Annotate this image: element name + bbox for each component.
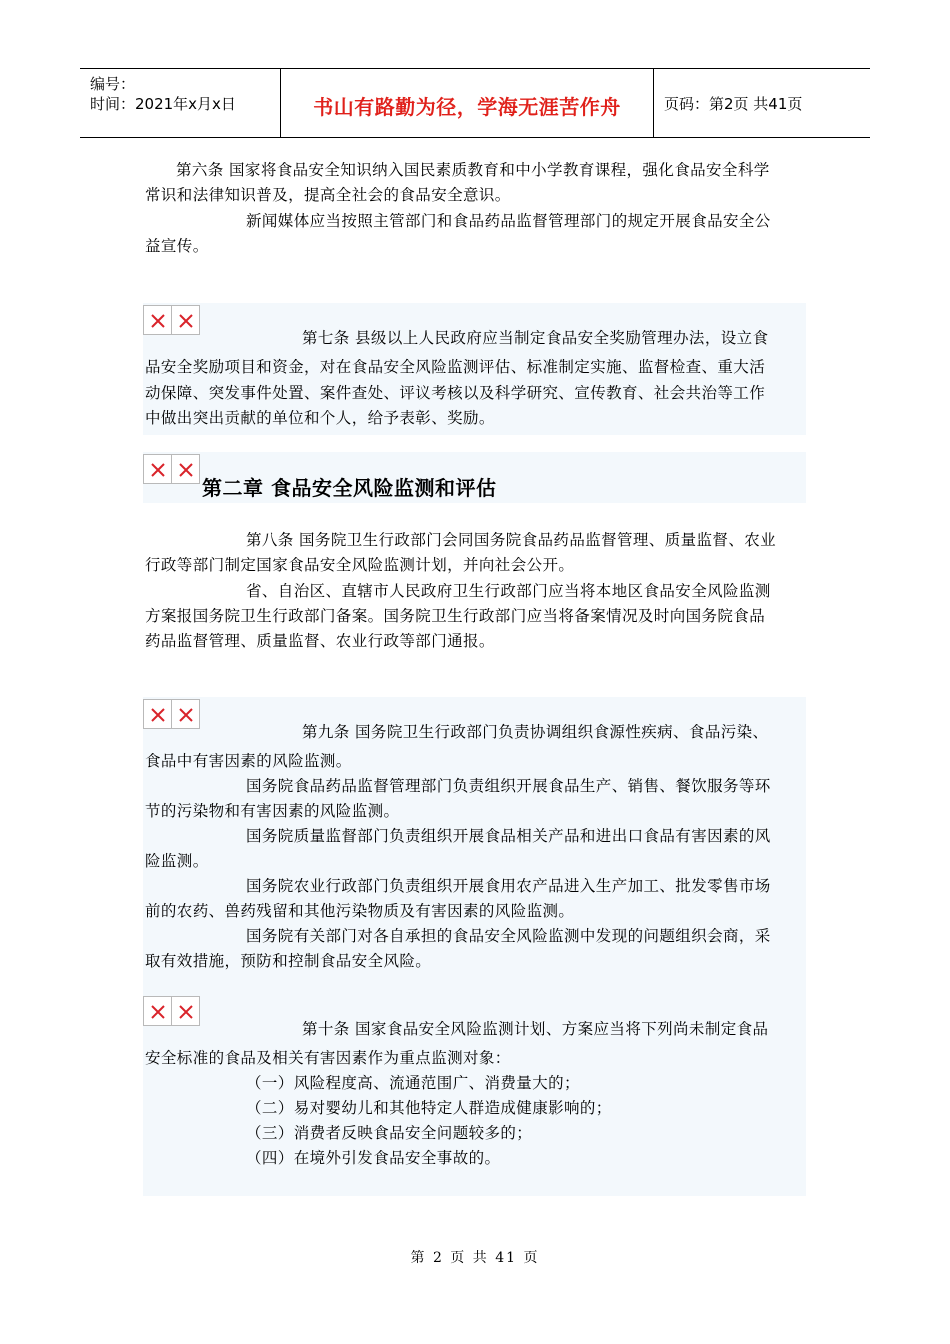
article10-line1: 第十条 国家食品安全风险监测计划、方案应当将下列尚未制定食品 [302,1020,769,1038]
article9-line9: 国务院有关部门对各自承担的食品安全风险监测中发现的问题组织会商，采 [246,927,771,945]
header-motto-cell [281,69,654,137]
broken-image-icon [143,454,172,484]
document-time-label: 时间：2021年x月x日 [90,95,236,113]
broken-image-placeholder [143,305,199,335]
article9-line8: 前的农药、兽药残留和其他污染物质及有害因素的风险监测。 [145,902,575,920]
article10-line2: 安全标准的食品及相关有害因素作为重点监测对象： [145,1049,511,1067]
article9-line6: 险监测。 [145,852,209,870]
article9-line1: 第九条 国务院卫生行政部门负责协调组织食源性疾病、食品污染、 [302,723,769,741]
broken-image-placeholder [143,454,199,484]
broken-image-icon [143,305,172,335]
article10-item3: （三）消费者反映食品安全问题较多的； [246,1124,533,1142]
article7-line1: 第七条 县级以上人民政府应当制定食品安全奖励管理办法，设立食 [302,329,769,347]
document-header [80,68,870,138]
article8-line5: 药品监督管理、质量监督、农业行政等部门通报。 [145,632,495,650]
article9-line5: 国务院质量监督部门负责组织开展食品相关产品和进出口食品有害因素的风 [246,827,771,845]
article9-line3: 国务院食品药品监督管理部门负责组织开展食品生产、销售、餐饮服务等环 [246,777,771,795]
broken-image-placeholder [143,996,199,1026]
article7-line3: 动保障、突发事件处置、案件查处、评议考核以及科学研究、宣传教育、社会共治等工作 [145,384,766,402]
article10-item1: （一）风险程度高、流通范围广、消费量大的； [246,1074,580,1092]
article8-line1: 第八条 国务院卫生行政部门会同国务院食品药品监督管理、质量监督、农业 [246,531,777,549]
article6-line4: 益宣传。 [145,237,209,255]
broken-image-icon [171,996,200,1026]
broken-image-icon [143,699,172,729]
article10-item4: （四）在境外引发食品安全事故的。 [246,1149,501,1167]
broken-image-icon [171,699,200,729]
header-page-cell [654,69,870,137]
article9-line7: 国务院农业行政部门负责组织开展食用农产品进入生产加工、批发零售市场 [246,877,771,895]
chapter-title: 第二章 食品安全风险监测和评估 [202,476,497,500]
broken-image-icon [171,305,200,335]
article9-line2: 食品中有害因素的风险监测。 [145,752,352,770]
article9-line10: 取有效措施，预防和控制食品安全风险。 [145,952,432,970]
article6-line3: 新闻媒体应当按照主管部门和食品药品监督管理部门的规定开展食品安全公 [246,212,771,230]
header-info-cell [80,69,281,137]
article8-line4: 方案报国务院卫生行政部门备案。国务院卫生行政部门应当将备案情况及时向国务院食品 [145,607,766,625]
article8-line2: 行政等部门制定国家食品安全风险监测计划，并向社会公开。 [145,556,575,574]
article6-line1: 第六条 国家将食品安全知识纳入国民素质教育和中小学教育课程，强化食品安全科学 [176,161,770,179]
broken-image-icon [171,454,200,484]
article10-item2: （二）易对婴幼儿和其他特定人群造成健康影响的； [246,1099,612,1117]
broken-image-icon [143,996,172,1026]
motto-text: 书山有路勤为径，学海无涯苦作舟 [313,95,621,119]
broken-image-placeholder [143,699,199,729]
article7-line4: 中做出突出贡献的单位和个人，给予表彰、奖励。 [145,409,495,427]
page-footer: 第 2 页 共 41 页 [410,1250,540,1266]
article9-line4: 节的污染物和有害因素的风险监测。 [145,802,400,820]
article6-line2: 常识和法律知识普及，提高全社会的食品安全意识。 [145,186,511,204]
article8-line3: 省、自治区、直辖市人民政府卫生行政部门应当将本地区食品安全风险监测 [246,582,771,600]
document-number-label: 编号： [90,75,136,93]
header-page-label: 页码：第2页 共41页 [664,95,803,113]
article7-line2: 品安全奖励项目和资金，对在食品安全风险监测评估、标准制定实施、监督检查、重大活 [145,358,766,376]
